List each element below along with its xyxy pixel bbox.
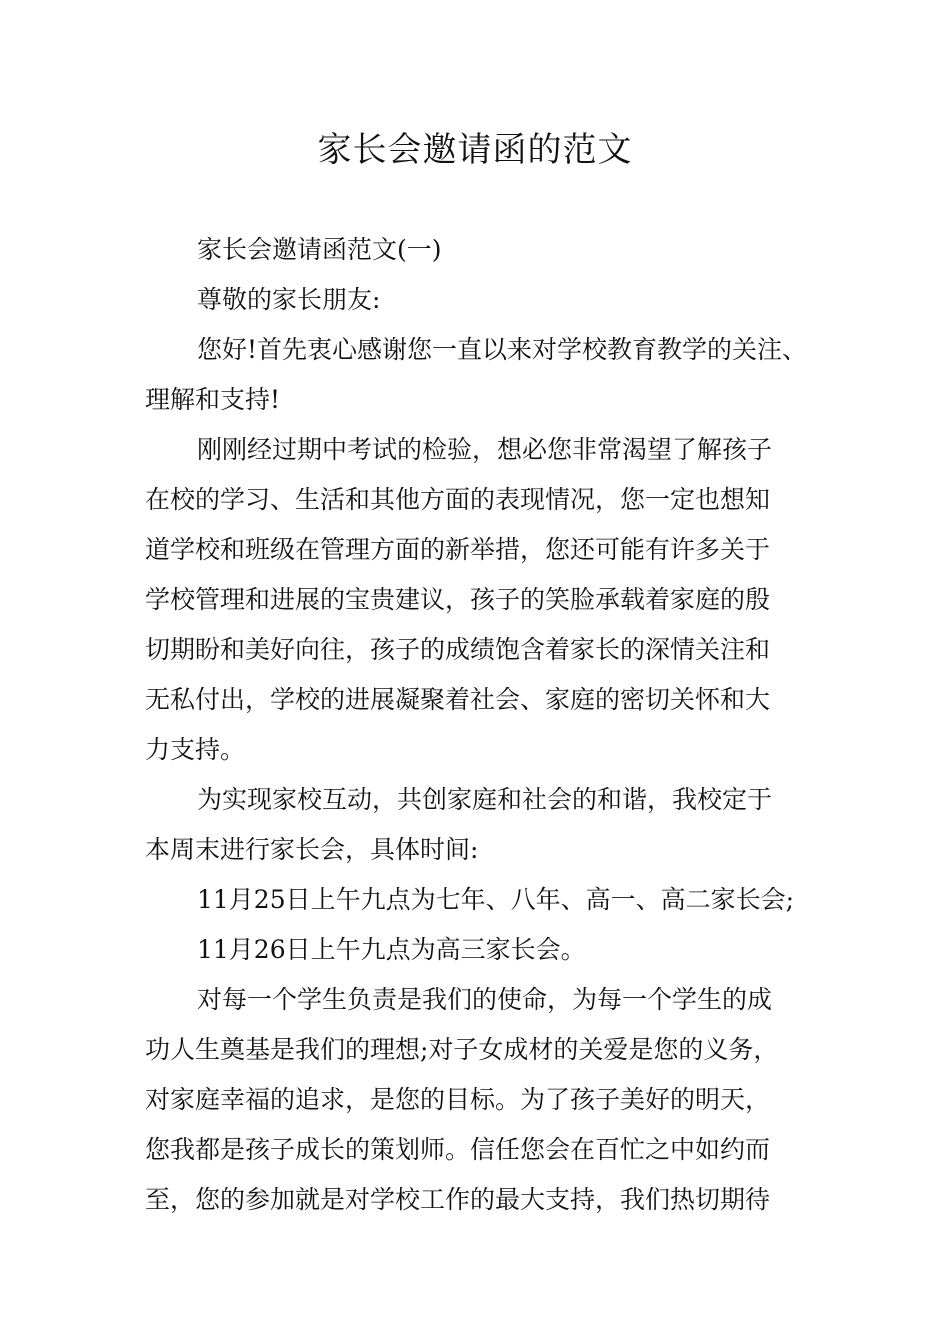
text-line: 您我都是孩子成长的策划师。信任您会在百忙之中如约而 bbox=[145, 1135, 771, 1164]
text-line: 对每一个学生负责是我们的使命，为每一个学生的成 bbox=[197, 985, 773, 1014]
text-line: 您好!首先衷心感谢您一直以来对学校教育教学的关注、 bbox=[197, 335, 808, 364]
text-line: 11月25日上午九点为七年、八年、高一、高二家长会; bbox=[197, 885, 795, 914]
text-line: 在校的学习、生活和其他方面的表现情况，您一定也想知 bbox=[145, 485, 771, 514]
text-line: 尊敬的家长朋友: bbox=[197, 285, 381, 314]
document-title: 家长会邀请函的范文 bbox=[317, 130, 633, 170]
text-line: 道学校和班级在管理方面的新举措，您还可能有许多关于 bbox=[145, 535, 771, 564]
text-line: 切期盼和美好向往，孩子的成绩饱含着家长的深情关注和 bbox=[145, 635, 771, 664]
text-line: 力支持。 bbox=[145, 735, 246, 764]
text-line: 学校管理和进展的宝贵建议，孩子的笑脸承载着家庭的殷 bbox=[145, 585, 771, 614]
text-line: 刚刚经过期中考试的检验，想必您非常渴望了解孩子 bbox=[197, 435, 773, 464]
text-line: 至，您的参加就是对学校工作的最大支持，我们热切期待 bbox=[145, 1185, 771, 1214]
document-body bbox=[145, 225, 825, 1225]
text-line: 为实现家校互动，共创家庭和社会的和谐，我校定于 bbox=[197, 785, 773, 814]
text-line: 本周末进行家长会，具体时间: bbox=[145, 835, 479, 864]
text-line: 11月26日上午九点为高三家长会。 bbox=[197, 935, 586, 964]
text-line: 对家庭幸福的追求，是您的目标。为了孩子美好的明天， bbox=[145, 1085, 771, 1114]
text-line: 理解和支持! bbox=[145, 385, 281, 414]
text-line: 无私付出，学校的进展凝聚着社会、家庭的密切关怀和大 bbox=[145, 685, 771, 714]
text-line: 功人生奠基是我们的理想;对子女成材的关爱是您的义务， bbox=[145, 1035, 779, 1064]
text-line: 家长会邀请函范文(一) bbox=[197, 235, 442, 264]
